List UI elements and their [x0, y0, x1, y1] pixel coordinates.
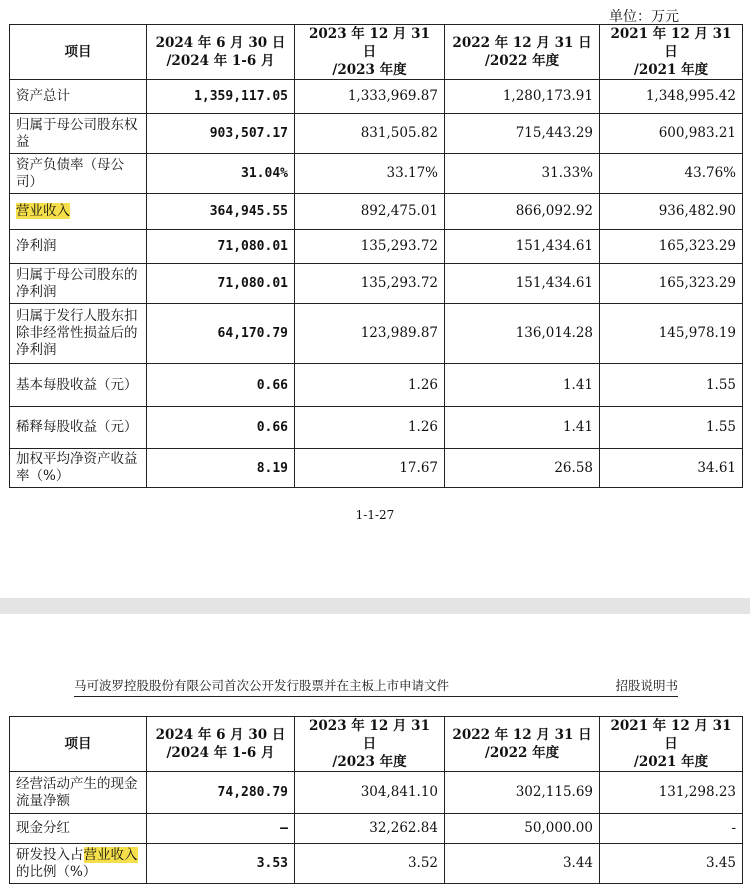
cell-value: 26.58 — [445, 449, 600, 488]
cell-value: 64,170.79 — [147, 304, 295, 364]
highlighted-text: 营业收入 — [83, 846, 138, 863]
row-label: 净利润 — [10, 230, 147, 264]
cell-value: 302,115.69 — [445, 772, 600, 814]
row-label: 经营活动产生的现金流量净额 — [10, 772, 147, 814]
cell-value: 364,945.55 — [147, 194, 295, 230]
header-item: 项目 — [10, 25, 147, 80]
row-label: 稀释每股收益（元） — [10, 407, 147, 449]
header-2023: 2023 年 12 月 31 日 /2023 年度 — [295, 25, 445, 80]
cell-value: 866,092.92 — [445, 194, 600, 230]
cell-value: 17.67 — [295, 449, 445, 488]
header-2021: 2021 年 12 月 31 日 /2021 年度 — [600, 717, 743, 772]
table-row — [10, 364, 743, 407]
cell-value: 1.26 — [295, 407, 445, 449]
cell-value: 3.45 — [600, 844, 743, 884]
table-row — [10, 304, 743, 364]
cell-value: 32,262.84 — [295, 814, 445, 844]
unit-label: 单位：万元 — [609, 9, 679, 25]
cell-value: 123,989.87 — [295, 304, 445, 364]
cell-value: 304,841.10 — [295, 772, 445, 814]
cell-value: 50,000.00 — [445, 814, 600, 844]
row-label: 现金分红 — [10, 814, 147, 844]
cell-value: 34.61 — [600, 449, 743, 488]
cell-value: 135,293.72 — [295, 264, 445, 304]
header-2024h1: 2024 年 6 月 30 日 /2024 年 1-6 月 — [147, 25, 295, 80]
header-item: 项目 — [10, 717, 147, 772]
cell-value: 131,298.23 — [600, 772, 743, 814]
cell-value: 3.52 — [295, 844, 445, 884]
cell-value: 1,348,995.42 — [600, 80, 743, 114]
cell-value: 135,293.72 — [295, 230, 445, 264]
row-label: 基本每股收益（元） — [10, 364, 147, 407]
cell-value: 1.26 — [295, 364, 445, 407]
header-2023: 2023 年 12 月 31 日 /2023 年度 — [295, 717, 445, 772]
table-row — [10, 814, 743, 844]
cell-value: 151,434.61 — [445, 230, 600, 264]
cell-value: 145,978.19 — [600, 304, 743, 364]
row-label: 归属于母公司股东的净利润 — [10, 264, 147, 304]
cell-value: 1,280,173.91 — [445, 80, 600, 114]
table-row — [10, 154, 743, 194]
cell-value: 3.53 — [147, 844, 295, 884]
row-label: 归属于发行人股东扣除非经常性损益后的净利润 — [10, 304, 147, 364]
cell-value: 1,359,117.05 — [147, 80, 295, 114]
cell-value: 0.66 — [147, 364, 295, 407]
highlighted-text: 营业收入 — [16, 203, 70, 219]
row-label: 研发投入占营业收入的比例（%） — [10, 844, 147, 884]
cell-value: 892,475.01 — [295, 194, 445, 230]
cell-value: 74,280.79 — [147, 772, 295, 814]
row-label — [10, 194, 147, 230]
cell-value: 936,482.90 — [600, 194, 743, 230]
cell-value: 165,323.29 — [600, 230, 743, 264]
cell-value: 136,014.28 — [445, 304, 600, 364]
cell-value: 1,333,969.87 — [295, 80, 445, 114]
table-row — [10, 449, 743, 488]
table-row — [10, 114, 743, 154]
document-title: 马可波罗控股股份有限公司首次公开发行股票并在主板上市申请文件 — [74, 678, 450, 693]
page-separator — [0, 598, 750, 614]
header-2022: 2022 年 12 月 31 日 /2022 年度 — [445, 717, 600, 772]
cell-value: - — [600, 814, 743, 844]
cell-value: 165,323.29 — [600, 264, 743, 304]
table-row — [10, 230, 743, 264]
cell-value: 33.17% — [295, 154, 445, 194]
cell-value: – — [147, 814, 295, 844]
row-label: 归属于母公司股东权益 — [10, 114, 147, 154]
header-2022: 2022 年 12 月 31 日 /2022 年度 — [445, 25, 600, 80]
row-label: 资产负债率（母公司） — [10, 154, 147, 194]
cell-value: 43.76% — [600, 154, 743, 194]
cell-value: 31.33% — [445, 154, 600, 194]
table-row — [10, 844, 743, 884]
table-header-row — [10, 25, 743, 80]
cell-value: 715,443.29 — [445, 114, 600, 154]
cell-value: 8.19 — [147, 449, 295, 488]
cell-value: 0.66 — [147, 407, 295, 449]
cell-value: 3.44 — [445, 844, 600, 884]
table-row — [10, 80, 743, 114]
header-2021: 2021 年 12 月 31 日 /2021 年度 — [600, 25, 743, 80]
table-row — [10, 194, 743, 230]
row-label: 加权平均净资产收益率（%） — [10, 449, 147, 488]
table-header-row — [10, 717, 743, 772]
cell-value: 71,080.01 — [147, 230, 295, 264]
cell-value: 1.55 — [600, 407, 743, 449]
row-label: 资产总计 — [10, 80, 147, 114]
cell-value: 151,434.61 — [445, 264, 600, 304]
cell-value: 903,507.17 — [147, 114, 295, 154]
cell-value: 1.55 — [600, 364, 743, 407]
cell-value: 31.04% — [147, 154, 295, 194]
document-type: 招股说明书 — [615, 678, 678, 693]
header-2024h1: 2024 年 6 月 30 日 /2024 年 1-6 月 — [147, 717, 295, 772]
cell-value: 600,983.21 — [600, 114, 743, 154]
cell-value: 71,080.01 — [147, 264, 295, 304]
cell-value: 1.41 — [445, 407, 600, 449]
table-row — [10, 772, 743, 814]
financial-table-2 — [9, 716, 743, 884]
cell-value: 831,505.82 — [295, 114, 445, 154]
table-row — [10, 407, 743, 449]
table-row — [10, 264, 743, 304]
financial-table-1 — [9, 24, 743, 488]
document-header — [74, 676, 678, 697]
document-page-2 — [0, 614, 750, 880]
page-number: 1-1-27 — [355, 508, 395, 522]
cell-value: 1.41 — [445, 364, 600, 407]
